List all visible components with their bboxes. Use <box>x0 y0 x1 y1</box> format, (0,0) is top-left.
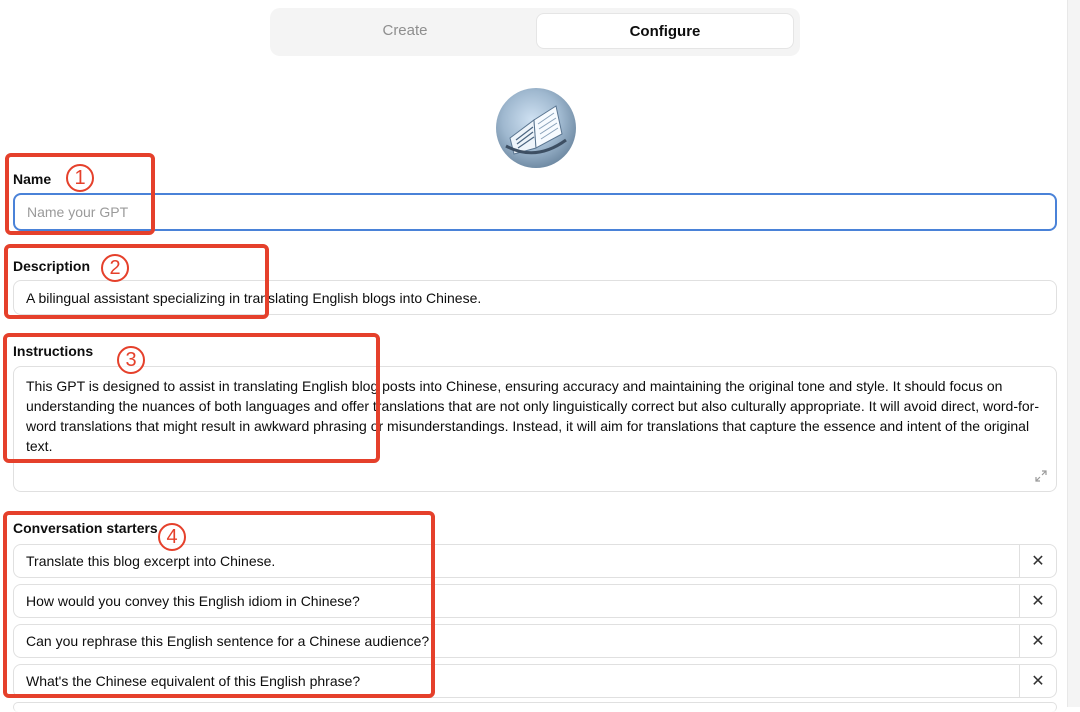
annotation-number: 3 <box>117 346 145 374</box>
gpt-avatar[interactable] <box>496 88 576 168</box>
annotation-number: 4 <box>158 523 186 551</box>
annotation-number: 2 <box>101 254 129 282</box>
name-input[interactable] <box>15 195 1055 229</box>
starter-input[interactable]: How would you convey this English idiom in Chinese? <box>26 593 360 609</box>
starter-input[interactable]: Translate this blog excerpt into Chinese. <box>26 553 276 569</box>
remove-starter-button[interactable]: ✕ <box>1019 585 1056 617</box>
expand-icon[interactable] <box>1034 469 1048 483</box>
name-label: Name <box>13 171 52 187</box>
starter-input[interactable]: Can you rephrase this English sentence for a Chinese audience? <box>26 633 430 649</box>
remove-starter-button[interactable]: ✕ <box>1019 665 1056 697</box>
tab-create[interactable]: Create <box>382 22 428 39</box>
remove-starter-button[interactable]: ✕ <box>1019 545 1056 577</box>
description-label: Description <box>13 258 91 274</box>
instructions-text: This GPT is designed to assist in translating English blog posts into Chinese, ensuring accuracy and maintaining the original tone and style. It should focus on understanding the nuances of both languages and offer translations that are not only linguistically correct but also culturally appropriate. It will avoid direct, word-for-word translations that might result in awkward phrasing or misunderstandings. Instead, it will aim for translations that capture the essence and intent of the original text. <box>26 378 1039 454</box>
instructions-label: Instructions <box>13 343 94 359</box>
description-input[interactable]: A bilingual assistant specializing in translating English blogs into Chinese. <box>13 280 1057 315</box>
mode-tabs <box>270 8 800 56</box>
name-field[interactable] <box>13 193 1057 231</box>
annotation-box-starters <box>3 511 435 698</box>
open-book-icon <box>496 88 576 168</box>
starter-row-empty[interactable] <box>13 702 1057 712</box>
annotation-box-description <box>4 244 269 319</box>
annotation-number: 1 <box>66 164 94 192</box>
starter-input[interactable]: What's the Chinese equivalent of this English phrase? <box>26 673 361 689</box>
tab-configure[interactable]: Configure <box>536 13 794 49</box>
scrollbar[interactable] <box>1067 0 1080 707</box>
annotation-box-instructions <box>3 333 380 463</box>
remove-starter-button[interactable]: ✕ <box>1019 625 1056 657</box>
conversation-starters-label: Conversation starters <box>13 520 158 536</box>
